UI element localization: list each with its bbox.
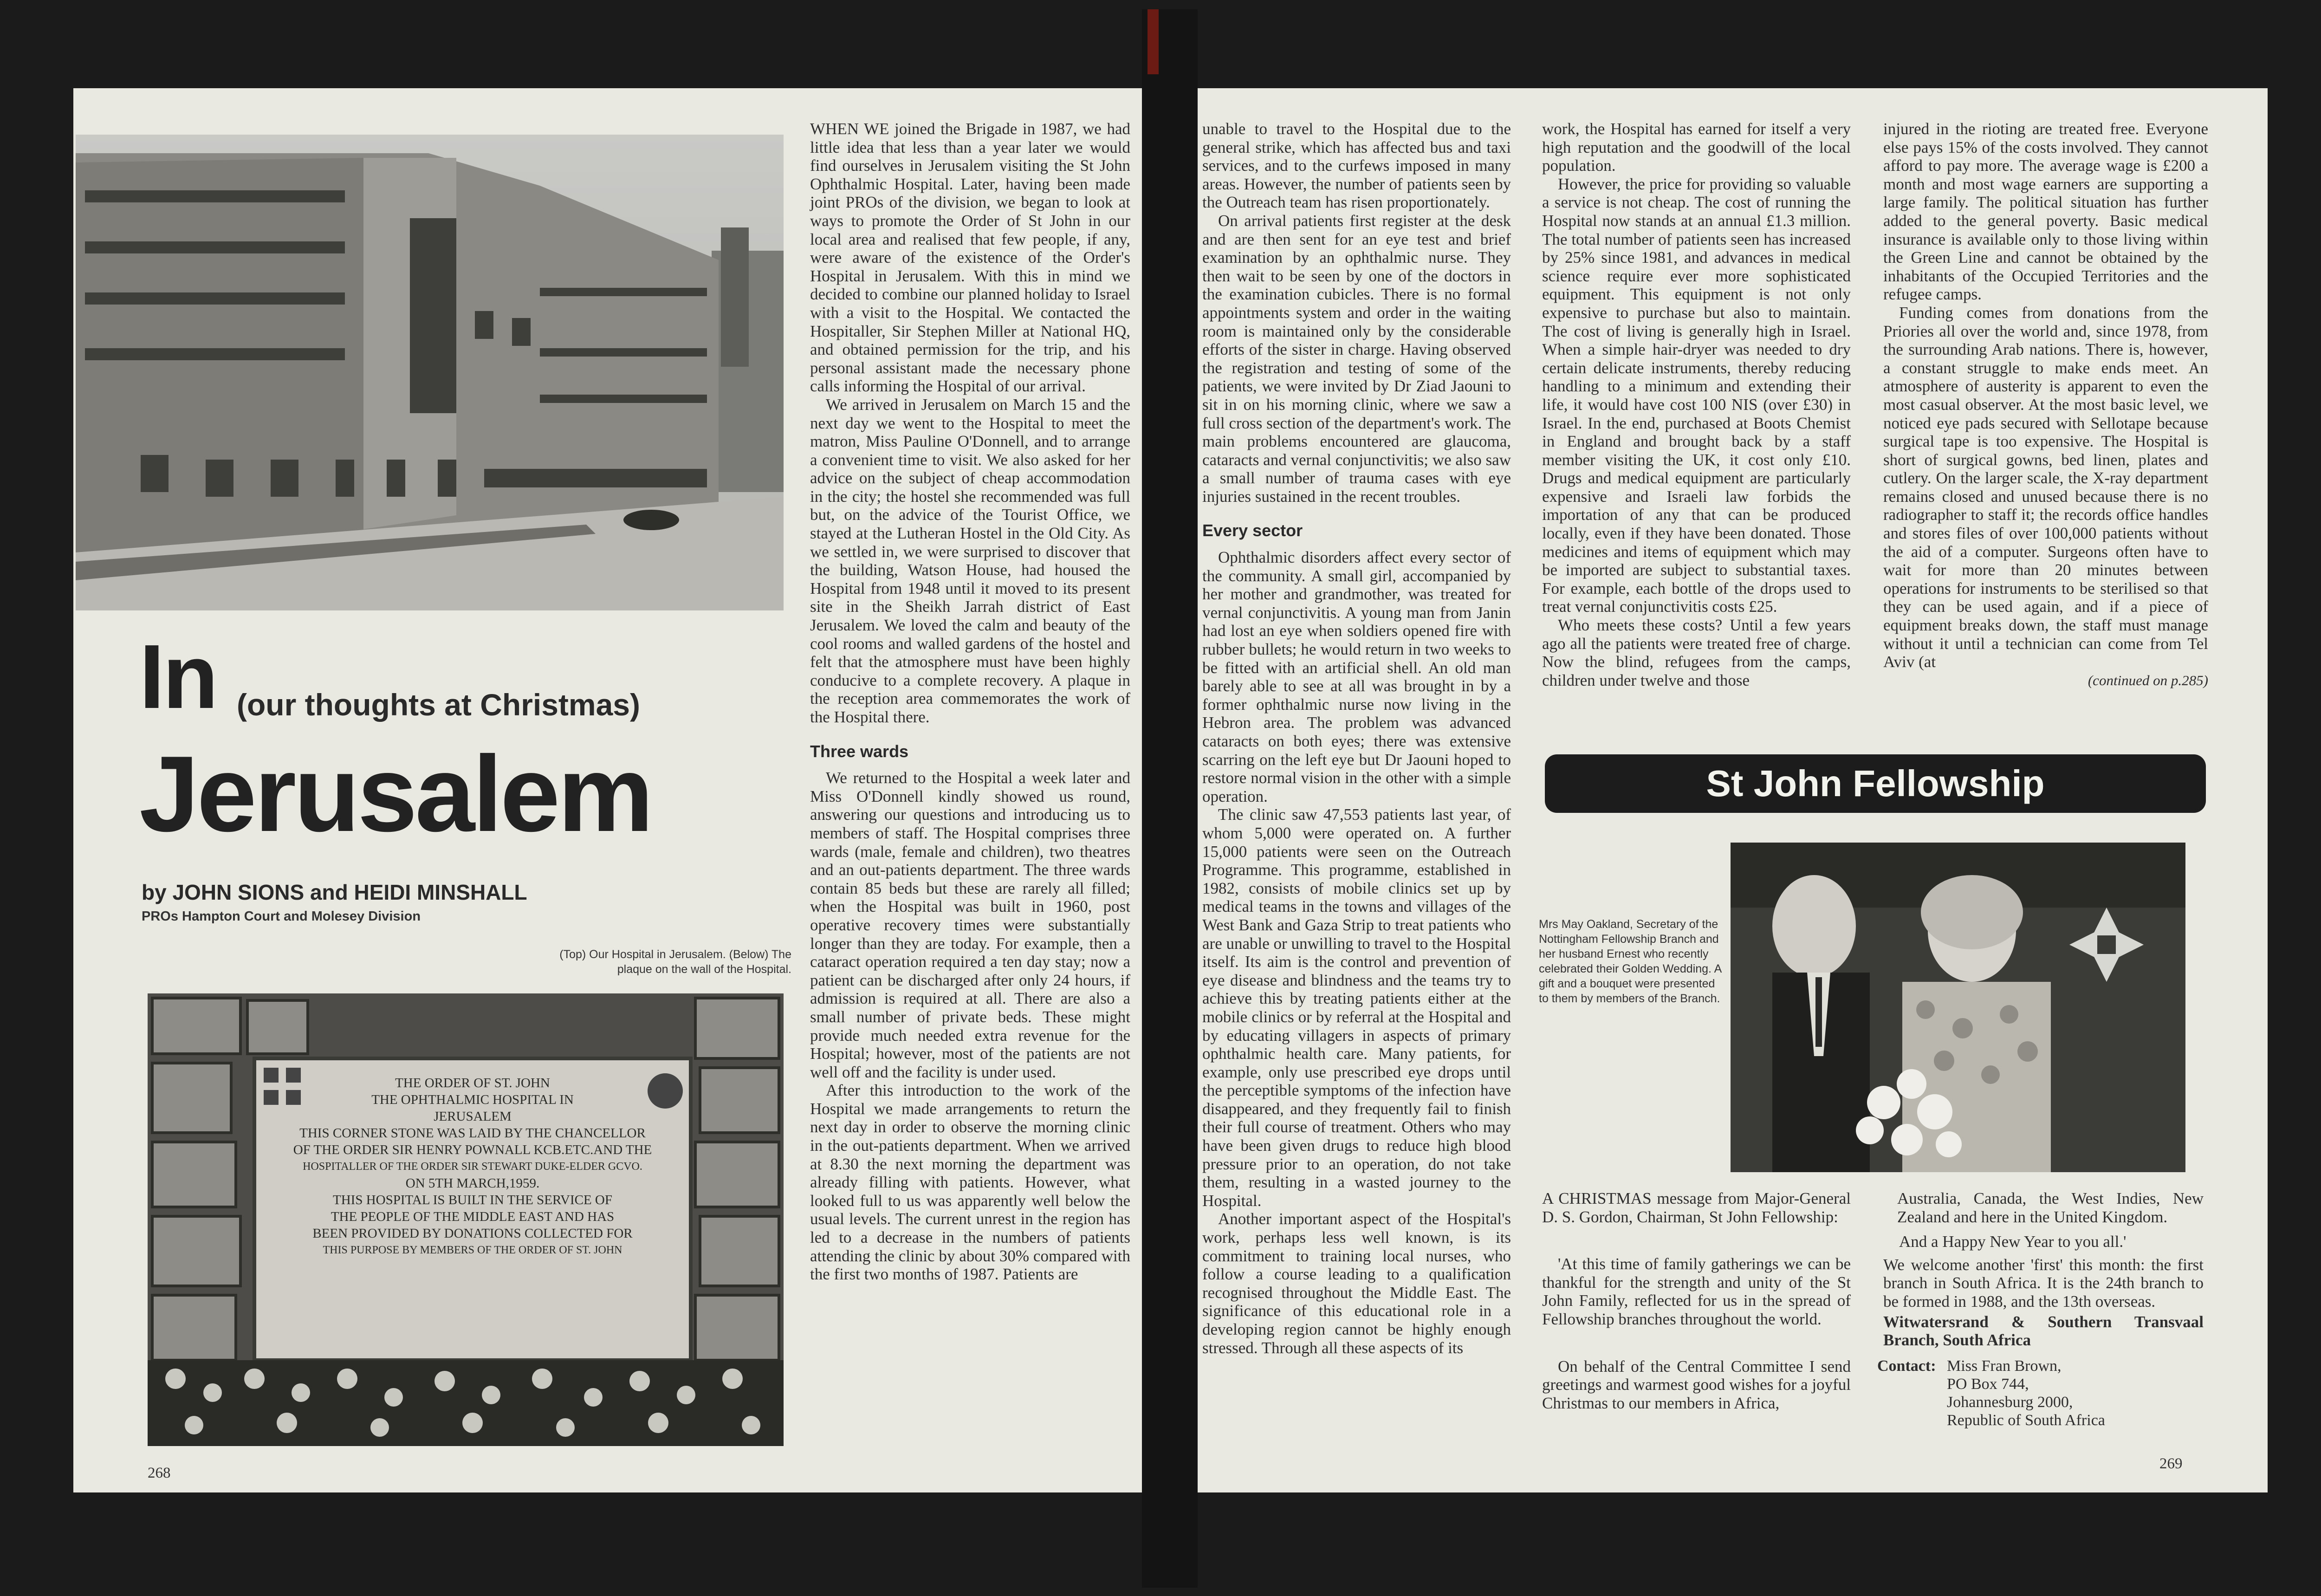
paragraph: On arrival patients first register at the desk and are then sent for an eye test and brief examination by an ophthalmic nurse. They then wait to be seen by one of the doctors in the examination cubicles. There is no formal appointments system and order in the waiting room is maintained only by the considerable efforts of the sister in charge. Having observed the registration and testing of some of the patients, we were invited by Dr Ziad Jaouni to sit in on his morning clinic, where we saw a full cross section of the department's work. The main problems encountered are glaucoma, cataracts and vernal conjunctivitis; we also saw a small number of trauma cases with eye injuries sustained in the recent troubles. bbox=[1202, 211, 1511, 506]
plaque-line: OF THE ORDER SIR HENRY POWNALL KCB.ETC.AND THE bbox=[293, 1142, 652, 1157]
fellowship-message-column-2 bbox=[1883, 1189, 2204, 1349]
section-heading-three-wards: Three wards bbox=[810, 741, 909, 761]
spine-ribbon bbox=[1148, 9, 1159, 74]
paragraph: We arrived in Jerusalem on March 15 and the next day we went to the Hospital to meet the matron, Miss Pauline O'Donnell, and to arrange a convenient time to visit. We also asked for her advice on the subject of cheap accommodation in the city; the hostel she recommended was full but, on the advice of the Tourist Office, we stayed at the Lutheran Hostel in the Old City. As we settled in, we were surprised to discover that the building, Watson House, had housed the Hospital from 1948 until it moved to its present site in the Sheikh Jarrah district of East Jerusalem. We loved the calm and beauty of the cool rooms and walled gardens of the hostel and felt that the atmosphere must have been highly conducive to a complete recovery. A plaque in the reception area commemorates the work of the Hospital there. bbox=[810, 395, 1130, 726]
fellowship-couple-photo bbox=[1731, 843, 2185, 1172]
couple-illustration bbox=[1731, 843, 2185, 1172]
plaque-line: THE ORDER OF ST. JOHN bbox=[395, 1076, 550, 1090]
plaque-line: THE PEOPLE OF THE MIDDLE EAST AND HAS bbox=[331, 1209, 615, 1224]
contact-label: Contact: bbox=[1877, 1357, 1936, 1375]
plaque-line: THIS PURPOSE BY MEMBERS OF THE ORDER OF ST. JOHN bbox=[323, 1244, 622, 1256]
contact-line: Republic of South Africa bbox=[1947, 1412, 2105, 1429]
plaque-line: THIS HOSPITAL IS BUILT IN THE SERVICE OF bbox=[333, 1193, 612, 1207]
welcome-new-branch: We welcome another 'first' this month: the first branch in South Africa. It is the 24th branch to be formed in 1988, and the 13th overseas. bbox=[1883, 1255, 2204, 1311]
hospital-building-illustration bbox=[76, 135, 784, 610]
article-column-2 bbox=[1202, 120, 1511, 1357]
plaque-inscription bbox=[273, 1075, 672, 1259]
paragraph: Ophthalmic disorders affect every sector of the community. A small girl, accompanied by her mother and grandmother, was treated for vernal conjunctivitis. A young man from Janin had lost an eye when soldiers opened fire with rubber bullets; he would return in two weeks to be fitted with an artificial shell. An old man barely able to see at all was brought in by a former ophthalmic nurse now living in the Hebron area. The problem was advanced cataracts on both eyes; there was extensive scarring on the left eye but Dr Jaouni hoped to restore normal vision in the other with a simple operation. bbox=[1202, 548, 1511, 805]
plaque-line: BEEN PROVIDED BY DONATIONS COLLECTED FOR bbox=[312, 1226, 633, 1241]
plaque-line: THIS CORNER STONE WAS LAID BY THE CHANCELLOR bbox=[299, 1126, 646, 1141]
article-subtitle: (our thoughts at Christmas) bbox=[237, 688, 640, 722]
paragraph: WHEN WE joined the Brigade in 1987, we had little idea that less than a year later we would find ourselves in Jerusalem visiting the St John Ophthalmic Hospital. Later, having been made joint PROs of the division, we began to look at ways to promote the Order of St John in our local area and realised that few people, if any, were aware of the existence of the Order's Hospital in Jerusalem. With this in mind we decided to combine our planned holiday to Israel with a visit to the Hospital. We contacted the Hospitaller, Sir Stephen Miller at National HQ, and obtained permission for the trip, and his personal assistant made the necessary phone calls informing the Hospital of our arrival. bbox=[810, 120, 1130, 396]
paragraph: injured in the rioting are treated free. Everyone else pays 15% of the costs involved. They cannot afford to pay more. The average wage is £200 a month and most wage earners are supporting a large family. The political situation has further added to the general poverty. Basic medical insurance is available only to those living within the Green Line and cannot be obtained by the inhabitants of the Occupied Territories and the refugee camps. bbox=[1883, 120, 2208, 304]
spine-gutter bbox=[1142, 9, 1198, 1588]
christmas-message-continued: Australia, Canada, the West Indies, New Zealand and here in the United Kingdom. bbox=[1897, 1189, 2204, 1226]
byline: by JOHN SIONS and HEIDI MINSHALL bbox=[142, 880, 527, 904]
christmas-message-quote: On behalf of the Central Committee I send greetings and warmest good wishes for a joyful Christmas to our members in Africa, bbox=[1542, 1357, 1851, 1412]
plaque-line: JERUSALEM bbox=[434, 1109, 512, 1124]
contact-line: Johannesburg 2000, bbox=[1947, 1394, 2073, 1411]
continued-note: (continued on p.285) bbox=[2088, 672, 2208, 688]
paragraph: Another important aspect of the Hospital's work, perhaps less well known, is its commitment to training local nurses, who follow a course leading to a qualification recognised throughout the Middle East. The significance of this educational role in a developing region cannot be highly enough stressed. Through all these aspects of its bbox=[1202, 1210, 1511, 1357]
paragraph: work, the Hospital has earned for itself a very high reputation and the goodwill of the local population. bbox=[1542, 120, 1851, 175]
paragraph: Who meets these costs? Until a few years ago all the patients were treated free of charge. Now the blind, refugees from the camps, children under twelve and those bbox=[1542, 616, 1851, 689]
hospital-photo-caption: (Top) Our Hospital in Jerusalem. (Below) The plaque on the wall of the Hospital. bbox=[559, 948, 791, 976]
branch-contact bbox=[1877, 1357, 2105, 1429]
page-number-right: 269 bbox=[2159, 1455, 2183, 1472]
plaque-line: HOSPITALLER OF THE ORDER SIR STEWART DUKE-ELDER GCVO. bbox=[303, 1161, 642, 1173]
fellowship-banner: St John Fellowship bbox=[1545, 754, 2206, 813]
article-column-4 bbox=[1883, 120, 2208, 689]
byline-role: PROs Hampton Court and Molesey Division bbox=[142, 909, 421, 924]
contact-address bbox=[1947, 1357, 2105, 1429]
contact-line: Miss Fran Brown, bbox=[1947, 1357, 2062, 1375]
page-number-left: 268 bbox=[148, 1465, 171, 1481]
paragraph: The clinic saw 47,553 patients last year, of whom 5,000 were operated on. A further 15,000 patients were seen on the Outreach Programme. This programme, established in 1982, consists of mobile clinics set up by medical teams in the towns and villages of the West Bank and Gaza Strip to treat patients who are unable or unwilling to travel to the Hospital itself. Its aim is the control and prevention of eye disease and blindness and the teams try to achieve this by treating patients either at the mobile clinics or by referral at the Hospital and by educating villagers in aspects of primary ophthalmic health care. Many patients, for example, only use prescribed eye drops until the perceptible symptoms of the infection have disappeared, and they frequently fail to finish their full course of treatment. Others who may have been given drugs to reduce high blood pressure prior to an operation, do not take them, resulting in a wasted journey to the Hospital. bbox=[1202, 805, 1511, 1210]
branch-name: Witwatersrand & Southern Transvaal Branch, South Africa bbox=[1883, 1312, 2204, 1349]
article-title-in: In bbox=[139, 626, 217, 727]
section-heading-every-sector: Every sector bbox=[1202, 521, 1303, 540]
article-column-3 bbox=[1542, 120, 1851, 689]
paragraph: We returned to the Hospital a week later and Miss O'Donnell kindly showed us round, answering our questions and introducing us to members of staff. The Hospital comprises three wards (male, female and children), two theatres and an out-patients department. The three wards contain 85 beds but these are rarely all filled; when the Hospital was built in 1960, post operative recovery times were substantially longer than they are today. For example, then a cataract operation required a ten day stay; now a patient can be discharged after only 24 hours, if admission is required at all. There are also a small number of private beds. These might provide much needed extra revenue for the Hospital; however, most of the patients are not well off and the facility is under used. bbox=[810, 769, 1130, 1081]
plaque-photo bbox=[148, 993, 784, 1446]
paragraph: However, the price for providing so valuable a service is not cheap. The cost of running the Hospital now stands at an annual £1.3 million. The total number of patients seen has increased by 25% since 1981, and advances in medical science require ever more sophisticated equipment. This equipment is not only expensive to purchase but also to maintain. The cost of living is generally high in Israel. When a simple hair-dryer was needed to dry certain delicate instruments, thereby reducing handling to a minimum and extending their life, it would have cost 100 NIS (over £30) in Israel. In the end, purchased at Boots Chemist in England and brought back by a staff member visiting the UK, it cost only £10. Drugs and medical equipment are particularly expensive and Israeli law forbids the importation of any that can be produced locally, even if they have been donated. Those medicines and items of equipment which may be imported are subject to substantial taxes. For example, each bottle of the drops used to treat vernal conjunctivitis costs £25. bbox=[1542, 175, 1851, 616]
hospital-photo bbox=[76, 135, 784, 610]
plaque-line: THE OPHTHALMIC HOSPITAL IN bbox=[371, 1092, 574, 1107]
christmas-message-intro: A CHRISTMAS message from Major-General D. S. Gordon, Chairman, St John Fellowship: bbox=[1542, 1189, 1851, 1226]
fellowship-photo-caption: Mrs May Oakland, Secretary of the Nottingham Fellowship Branch and her husband Ernest who recently celebrated their Golden Wedding. A gift and a bouquet were presented to them by members of the Branch. bbox=[1539, 918, 1721, 1005]
plaque-line: ON 5TH MARCH,1959. bbox=[405, 1176, 540, 1191]
article-title-jerusalem: Jerusalem bbox=[139, 734, 651, 854]
fellowship-message-column-1 bbox=[1542, 1189, 1851, 1412]
paragraph: Funding comes from donations from the Priories all over the world and, since 1978, from the surrounding Arab nations. There is, however, a constant struggle to make ends meet. An atmosphere of austerity is apparent to even the most casual observer. At the most basic level, we noticed eye pads secured with Sellotape because surgical tape is too expensive. The Hospital is short of surgical gowns, bed linen, plates and cutlery. On the larger scale, the X-ray department remains closed and unused because there is no radiographer to staff it; the records office handles and stores files of over 100,000 patients without the aid of a computer. Surgeons often have to wait for more than 20 minutes between operations for instruments to be sterilised so that they can be used again, and if a piece of equipment breaks down, the staff must manage without it until a technician can come from Tel Aviv (at bbox=[1883, 303, 2208, 671]
christmas-message-quote: 'At this time of family gatherings we can be thankful for the strength and unity of the St John Family, reflected for us in the spread of Fellowship branches throughout the world. bbox=[1542, 1255, 1851, 1328]
article-column-1 bbox=[810, 120, 1130, 1284]
contact-line: PO Box 744, bbox=[1947, 1375, 2029, 1393]
christmas-message-end: And a Happy New Year to you all.' bbox=[1899, 1233, 2127, 1251]
paragraph: After this introduction to the work of the Hospital we made arrangements to return the next day in order to observe the morning clinic in the out-patients department. When we arrived at 8.30 the next morning the department was already filling with patients. However, what looked full to us was apparently well below the usual levels. The current unrest in the region has led to a decrease in the numbers of patients attending the clinic by about 30% compared with the first two months of 1987. Patients are bbox=[810, 1081, 1130, 1284]
paragraph: unable to travel to the Hospital due to the general strike, which has affected bus and taxi services, and to the curfews imposed in many areas. However, the number of patients seen by the Outreach team has risen proportionately. bbox=[1202, 120, 1511, 212]
